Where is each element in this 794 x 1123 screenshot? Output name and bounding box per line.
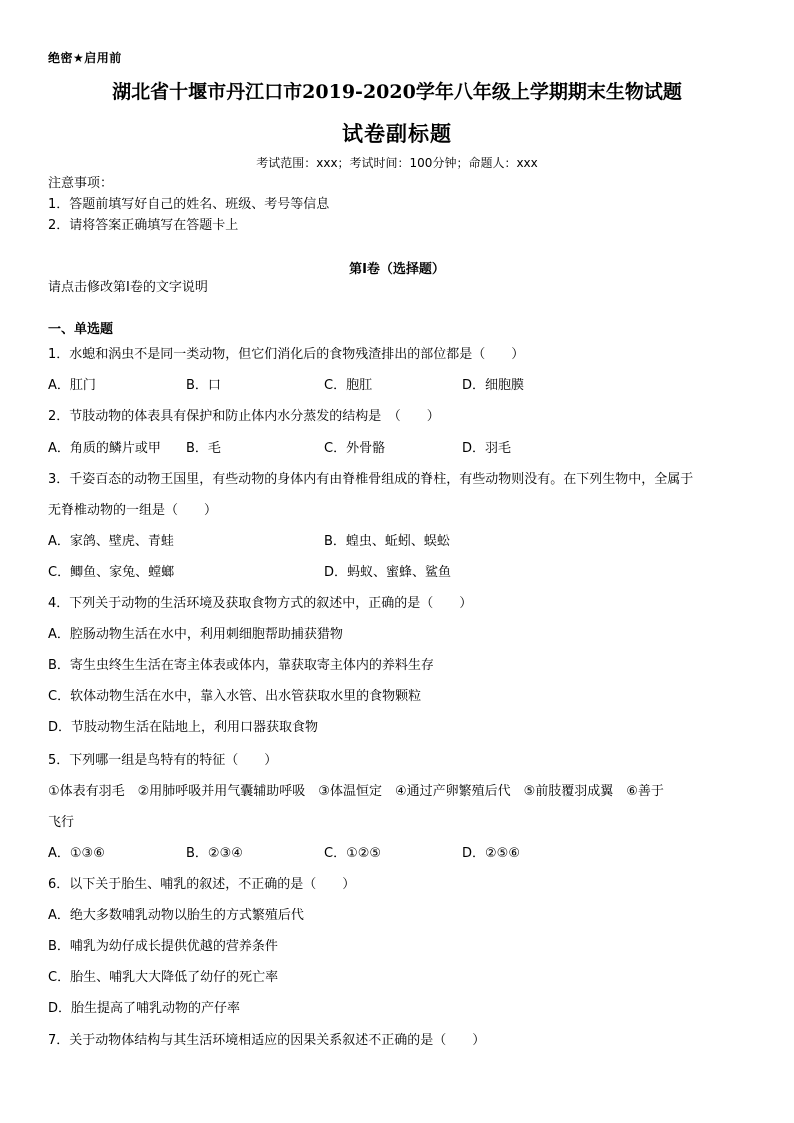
- feature-list-continued: 飞行: [48, 815, 75, 830]
- option-a: A．腔肠动物生活在水中，利用刺细胞帮助捕获猎物: [48, 627, 343, 642]
- option-a: A．肛门: [48, 378, 96, 393]
- option-c: C．软体动物生活在水中，靠入水管、出水管获取水里的食物颗粒: [48, 689, 422, 704]
- question-stem: 6．以下关于胎生、哺乳的叙述，不正确的是（ ）: [48, 877, 356, 892]
- option-d: D．胎生提高了哺乳动物的产仔率: [48, 1001, 241, 1016]
- option-c: C．鲫鱼、家兔、螳螂: [48, 565, 175, 580]
- option-c: C．外骨骼: [324, 441, 386, 456]
- part1-description: 请点击修改第I卷的文字说明: [48, 280, 208, 295]
- question-stem: 4．下列关于动物的生活环境及获取食物方式的叙述中，正确的是（ ）: [48, 596, 473, 611]
- confidential-label: 绝密★启用前: [48, 51, 122, 65]
- option-b: B．毛: [186, 441, 221, 456]
- option-a: A．家鸽、壁虎、青蛙: [48, 534, 174, 549]
- exam-title: 湖北省十堰市丹江口市2019-2020学年八年级上学期期末生物试题: [112, 81, 682, 103]
- question-stem: 5．下列哪一组是鸟特有的特征（ ）: [48, 753, 278, 768]
- option-d: D．羽毛: [462, 441, 512, 456]
- notes-item: 2．请将答案正确填写在答题卡上: [48, 218, 239, 233]
- option-d: D．蚂蚁、蜜蜂、鲨鱼: [324, 565, 452, 580]
- option-b: B．口: [186, 378, 221, 393]
- option-a: A．绝大多数哺乳动物以胎生的方式繁殖后代: [48, 908, 304, 923]
- question-stem: 1．水螅和涡虫不是同一类动物，但它们消化后的食物残渣排出的部位都是（ ）: [48, 347, 525, 362]
- feature-list: ①体表有羽毛 ②用肺呼吸并用气囊辅助呼吸 ③体温恒定 ④通过产卵繁殖后代 ⑤前肢覆羽成翼 ⑥善于: [48, 784, 664, 799]
- question-stem: 3．千姿百态的动物王国里，有些动物的身体内有由脊椎骨组成的脊柱，有些动物则没有。在下列生物中，全属于: [48, 472, 694, 487]
- section-heading: 一、单选题: [48, 322, 114, 337]
- option-c: C．胞肛: [324, 378, 373, 393]
- option-b: B．②③④: [186, 846, 243, 861]
- notes-item: 1．答题前填写好自己的姓名、班级、考号等信息: [48, 197, 330, 212]
- option-c: C．①②⑤: [324, 846, 382, 861]
- question-stem-continued: 无脊椎动物的一组是（ ）: [48, 503, 218, 518]
- option-d: D．细胞膜: [462, 378, 525, 393]
- option-a: A．角质的鳞片或甲: [48, 441, 161, 456]
- option-d: D．节肢动物生活在陆地上，利用口器获取食物: [48, 720, 319, 735]
- exam-info: 考试范围：xxx；考试时间：100分钟；命题人：xxx: [256, 156, 538, 170]
- exam-subtitle: 试卷副标题: [342, 121, 452, 146]
- option-b: B．哺乳为幼仔成长提供优越的营养条件: [48, 939, 278, 954]
- option-b: B．寄生虫终生生活在寄主体表或体内，靠获取寄主体内的养料生存: [48, 658, 434, 673]
- part1-title: 第I卷（选择题）: [349, 262, 445, 277]
- option-c: C．胎生、哺乳大大降低了幼仔的死亡率: [48, 970, 279, 985]
- question-stem: 7．关于动物体结构与其生活环境相适应的因果关系叙述不正确的是（ ）: [48, 1033, 486, 1048]
- option-d: D．②⑤⑥: [462, 846, 520, 861]
- option-b: B．蝗虫、蚯蚓、蜈蚣: [324, 534, 450, 549]
- option-a: A．①③⑥: [48, 846, 105, 861]
- notes-heading: 注意事项：: [48, 176, 114, 191]
- question-stem: 2．节肢动物的体表具有保护和防止体内水分蒸发的结构是 （ ）: [48, 409, 440, 424]
